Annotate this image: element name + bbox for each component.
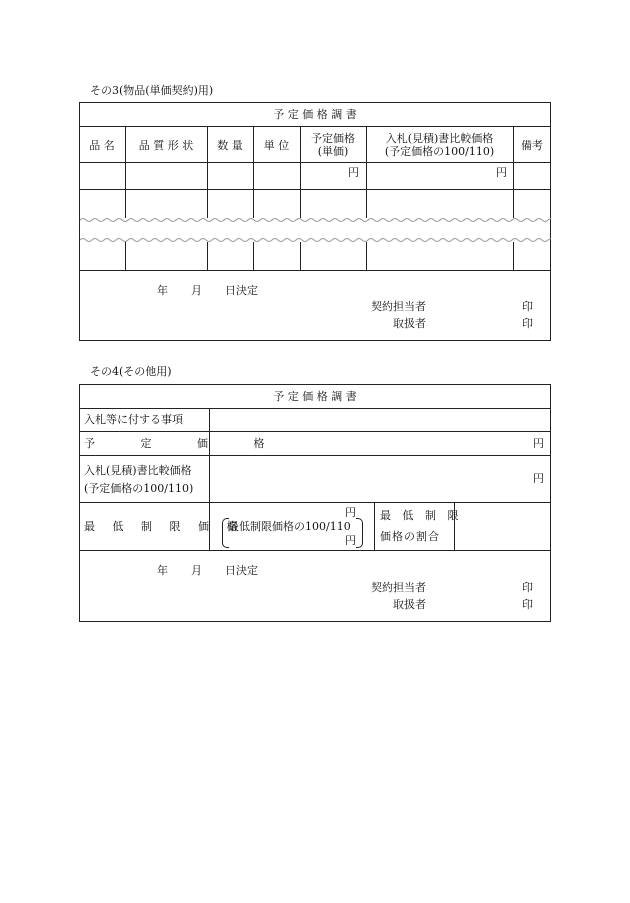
decision-day: 日決定 [225, 284, 258, 297]
min-limit-ratio: 最 低 制 限 [380, 509, 463, 522]
divider [79, 455, 551, 456]
decision-day: 日決定 [225, 564, 258, 577]
divider [79, 270, 551, 271]
seal-mark: 印 [522, 300, 533, 313]
yen-unit: 円 [348, 166, 359, 179]
table-break-wave [79, 216, 551, 244]
row-bid-matters: 入札等に付する事項 [84, 413, 183, 426]
row-min-limit-price: 最 低 制 限 価 格 [84, 520, 245, 533]
decision-year: 年 [157, 284, 168, 297]
yen-unit: 円 [533, 437, 544, 450]
col-divider [253, 242, 254, 270]
divider [79, 126, 551, 127]
divider [79, 189, 551, 190]
yen-unit: 円 [533, 472, 544, 485]
seal-mark: 印 [522, 317, 533, 330]
decision-year: 年 [157, 564, 168, 577]
divider [79, 431, 551, 432]
signer-role: 契約担当者 [371, 300, 426, 313]
bracket-right [356, 518, 363, 548]
row-bid-compare-sub: (予定価格の100/110) [84, 482, 194, 495]
yen-unit: 円 [496, 166, 507, 179]
header-planned-price-sub: (単価) [317, 145, 349, 158]
min-limit-100-110: 最低制限価格の100/110 [228, 520, 351, 533]
min-limit-ratio-sub: 価格の割合 [380, 530, 440, 543]
header-remarks: 備考 [521, 139, 543, 152]
header-spec: 品 質 形 状 [138, 139, 194, 152]
divider [79, 550, 551, 551]
decision-month: 月 [191, 284, 202, 297]
section3-label: その3(物品(単価契約)用) [90, 84, 214, 97]
col-divider [207, 242, 208, 270]
header-bid-compare-sub: (予定価格の100/110) [384, 145, 495, 158]
divider [79, 408, 551, 409]
section3-title: 予 定 価 格 調 書 [273, 108, 357, 121]
seal-mark: 印 [522, 581, 533, 594]
yen-unit: 円 [345, 534, 356, 547]
seal-mark: 印 [522, 598, 533, 611]
header-item-name: 品 名 [89, 139, 115, 152]
section4-title: 予 定 価 格 調 書 [273, 390, 357, 403]
header-unit: 単 位 [263, 139, 290, 152]
divider [79, 502, 551, 503]
signer-role: 取扱者 [393, 598, 426, 611]
row-bid-compare: 入札(見積)書比較価格 [84, 464, 192, 477]
row-planned-price: 予 定 価 格 [84, 437, 286, 450]
divider [79, 162, 551, 163]
col-divider [125, 242, 126, 270]
signer-role: 契約担当者 [371, 581, 426, 594]
header-planned-price: 予定価格 [311, 132, 355, 145]
section4-label: その4(その他用) [90, 365, 172, 378]
col-divider [300, 242, 301, 270]
decision-month: 月 [191, 564, 202, 577]
col-divider [366, 242, 367, 270]
header-bid-compare: 入札(見積)書比較価格 [385, 132, 494, 145]
signer-role: 取扱者 [393, 317, 426, 330]
yen-unit: 円 [345, 506, 356, 519]
col-divider [513, 242, 514, 270]
header-quantity: 数 量 [217, 139, 243, 152]
col-divider [374, 502, 375, 550]
